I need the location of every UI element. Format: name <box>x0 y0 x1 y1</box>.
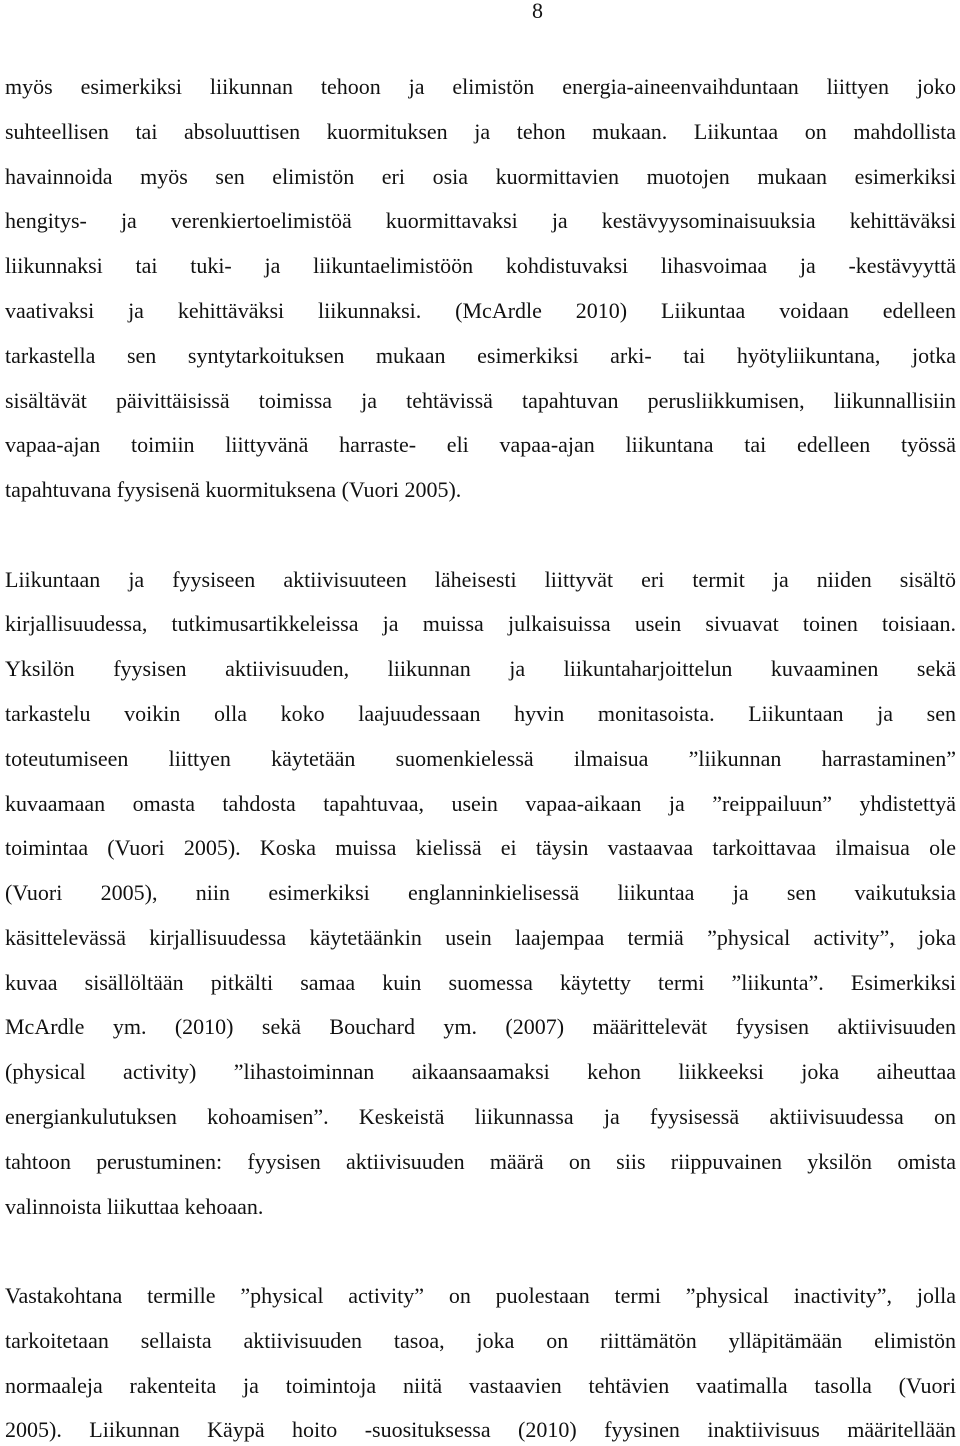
text-line: tarkastella sen syntytarkoituksen mukaan esimerkiksi arki- tai hyötyliikuntana, jotka <box>5 343 956 368</box>
text-line: kuvaamaan omasta tahdosta tapahtuvaa, usein vapaa-aikaan ja ”reippailuun” yhdistettyä <box>5 791 956 816</box>
page-number: 8 <box>532 0 543 23</box>
text-line: energiankulutuksen kohoamisen”. Keskeistä liikunnassa ja fyysisessä aktiivisuudessa on <box>5 1104 956 1129</box>
text-line: normaaleja rakenteita ja toimintoja niitä vastaavien tehtävien vaatimalla tasolla (Vuori <box>5 1373 956 1398</box>
text-line: suhteellisen tai absoluuttisen kuormituksen ja tehon mukaan. Liikuntaa on mahdollista <box>5 119 956 144</box>
text-line: tarkastelu voikin olla koko laajuudessaan hyvin monitasoista. Liikuntaan ja sen <box>5 701 956 726</box>
text-line: 2005). Liikunnan Käypä hoito -suosituksessa (2010) fyysinen inaktiivisuus määritellään <box>5 1417 956 1442</box>
text-line: toimintaa (Vuori 2005). Koska muissa kielissä ei täysin vastaavaa tarkoittavaa ilmaisua ole <box>5 835 956 860</box>
text-line: käsittelevässä kirjallisuudessa käytetäänkin usein laajempaa termiä ”physical activity”, joka <box>5 925 956 950</box>
text-line: havainnoida myös sen elimistön eri osia kuormittavien muotojen mukaan esimerkiksi <box>5 164 956 189</box>
text-line: myös esimerkiksi liikunnan tehoon ja elimistön energia-aineenvaihduntaan liittyen joko <box>5 74 956 99</box>
text-line: tapahtuvana fyysisenä kuormituksena (Vuori 2005). <box>5 477 462 502</box>
text-line: hengitys- ja verenkiertoelimistöä kuormittavaksi ja kestävyysominaisuuksia kehittäväksi <box>5 208 956 233</box>
text-line: (Vuori 2005), niin esimerkiksi englanninkielisessä liikuntaa ja sen vaikutuksia <box>5 880 956 905</box>
text-line: toteutumiseen liittyen käytetään suomenkielessä ilmaisua ”liikunnan harrastaminen” <box>5 746 956 771</box>
text-line: tahtoon perustuminen: fyysisen aktiivisuuden määrä on siis riippuvainen yksilön omista <box>5 1149 956 1174</box>
text-line: McArdle ym. (2010) sekä Bouchard ym. (2007) määrittelevät fyysisen aktiivisuuden <box>5 1014 956 1039</box>
text-line: (physical activity) ”lihastoiminnan aikaansaamaksi kehon liikkeeksi joka aiheuttaa <box>5 1059 956 1084</box>
text-line: liikunnaksi tai tuki- ja liikuntaelimistöön kohdistuvaksi lihasvoimaa ja -kestävyyttä <box>5 253 956 278</box>
text-line: Liikuntaan ja fyysiseen aktiivisuuteen läheisesti liittyvät eri termit ja niiden sisältö <box>5 567 956 592</box>
text-line: vapaa-ajan toimiin liittyvänä harraste- eli vapaa-ajan liikuntana tai edelleen työssä <box>5 432 956 457</box>
text-line: vaativaksi ja kehittäväksi liikunnaksi. (McArdle 2010) Liikuntaa voidaan edelleen <box>5 298 956 323</box>
text-line: valinnoista liikuttaa kehoaan. <box>5 1194 264 1219</box>
text-line: kirjallisuudessa, tutkimusartikkeleissa ja muissa julkaisuissa usein sivuavat toinen toisiaan. <box>5 611 956 636</box>
text-line: tarkoitetaan sellaista aktiivisuuden tasoa, joka on riittämätön ylläpitämään elimistön <box>5 1328 956 1353</box>
text-line: Vastakohtana termille ”physical activity” on puolestaan termi ”physical inactivity”, jolla <box>5 1283 956 1308</box>
text-line: sisältävät päivittäisissä toimissa ja tehtävissä tapahtuvan perusliikkumisen, liikunnallisiin <box>5 388 956 413</box>
text-line: kuvaa sisällöltään pitkälti samaa kuin suomessa käytetty termi ”liikunta”. Esimerkiksi <box>5 970 956 995</box>
text-line: Yksilön fyysisen aktiivisuuden, liikunnan ja liikuntaharjoittelun kuvaaminen sekä <box>5 656 956 681</box>
